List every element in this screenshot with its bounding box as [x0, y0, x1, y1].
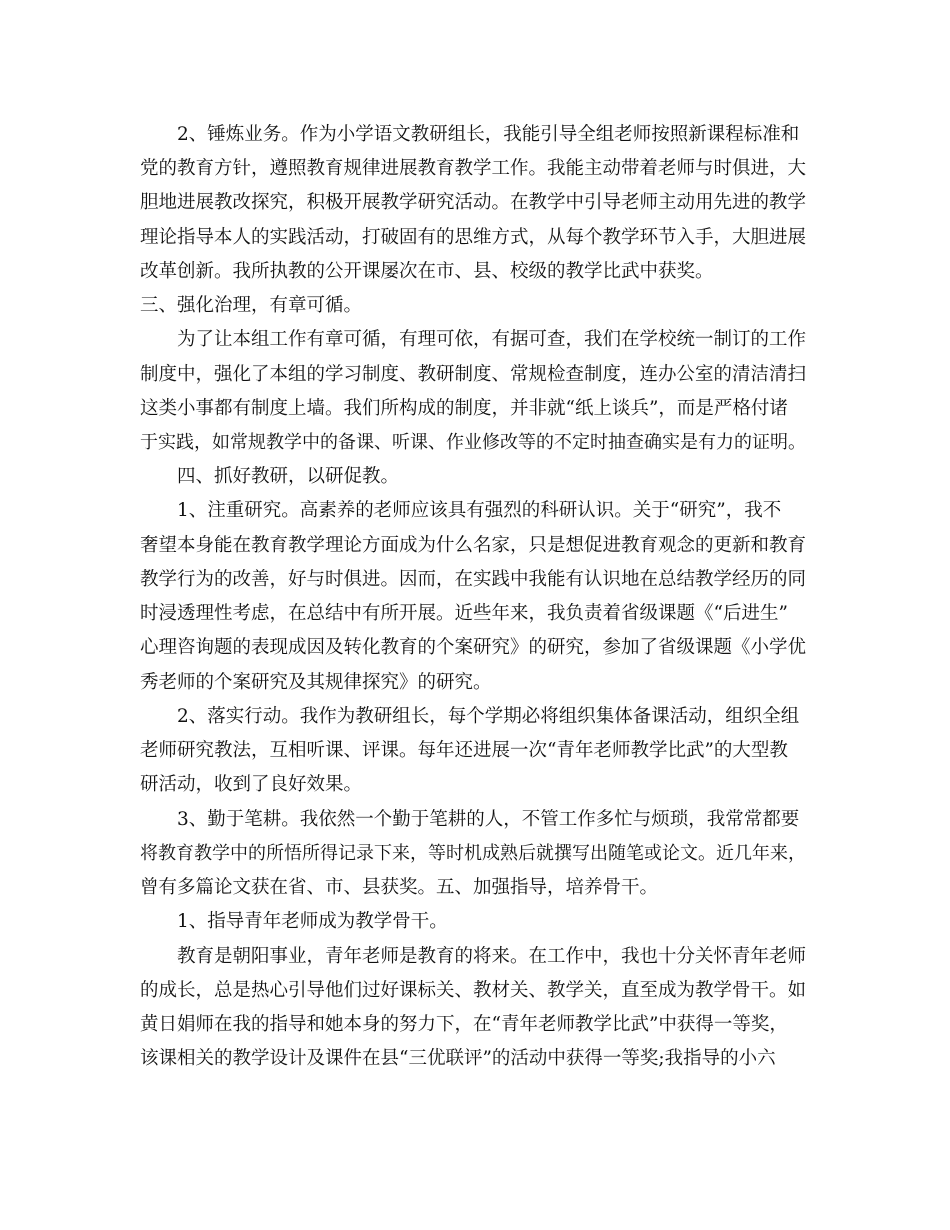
text-line: 黄日娟师在我的指导和她本身的努力下，在“青年老师教学比武”中获得一等奖，	[140, 1014, 788, 1035]
text-line: 老师研究教法，互相听课、评课。每年还进展一次“青年老师教学比武”的大型教	[140, 740, 788, 761]
text-line: 教学行为的改善，好与时俱进。因而，在实践中我能有认识地在总结教学经历的同	[140, 569, 807, 590]
text-line: 的成长，总是热心引导他们过好课标关、教材关、教学关，直至成为教学骨干。如	[140, 980, 807, 1001]
text-line: 2、落实行动。我作为教研组长，每个学期必将组织集体备课活动，组织全组	[140, 706, 800, 727]
text-line: 三、强化治理，有章可循。	[140, 295, 363, 316]
text-line: 奢望本身能在教育教学理论方面成为什么名家，只是想促进教育观念的更新和教育	[140, 535, 807, 556]
text-line: 1、指导青年老师成为教学骨干。	[140, 911, 448, 932]
text-line: 教育是朝阳事业，青年老师是教育的将来。在工作中，我也十分关怀青年老师	[140, 946, 807, 967]
text-line: 胆地进展教改探究，积极开展教学研究活动。在教学中引导老师主动用先进的教学	[140, 192, 807, 213]
text-line: 时浸透理性考虑，在总结中有所开展。近些年来，我负责着省级课题《“后进生”	[140, 603, 788, 624]
text-line: 研活动，收到了良好效果。	[140, 774, 363, 795]
text-line: 2、锤炼业务。作为小学语文教研组长，我能引导全组老师按照新课程标准和	[140, 124, 800, 145]
text-line: 四、抓好教研，以研促教。	[140, 466, 400, 487]
text-line: 1、注重研究。高素养的老师应该具有强烈的科研认识。关于“研究”，我不	[140, 500, 782, 521]
text-line: 曾有多篇论文获在省、市、县获奖。五、加强指导，培养骨干。	[140, 877, 659, 898]
text-line: 秀老师的个案研究及其规律探究》的研究。	[140, 672, 492, 693]
text-line: 理论指导本人的实践活动，打破固有的思维方式，从每个教学环节入手，大胆进展	[140, 227, 807, 248]
text-line: 将教育教学中的所悟所得记录下来，等时机成熟后就撰写出随笔或论文。近几年来，	[140, 843, 806, 864]
text-line: 于实践，如常规教学中的备课、听课、作业修改等的不定时抽查确实是有力的证明。	[140, 432, 806, 453]
text-line: 制度中，强化了本组的学习制度、教研制度、常规检查制度，连办公室的清洁清扫	[140, 364, 807, 385]
text-line: 为了让本组工作有章可循，有理可依，有据可查，我们在学校统一制订的工作	[140, 329, 807, 350]
text-line: 心理咨询题的表现成因及转化教育的个案研究》的研究，参加了省级课题《小学优	[140, 637, 807, 658]
text-line: 改革创新。我所执教的公开课屡次在市、县、校级的教学比武中获奖。	[140, 261, 714, 282]
text-line: 3、勤于笔耕。我依然一个勤于笔耕的人，不管工作多忙与烦琐，我常常都要	[140, 809, 800, 830]
text-line: 该课相关的教学设计及课件在县“三优联评”的活动中获得一等奖;我指导的小六	[140, 1048, 776, 1069]
text-line: 党的教育方针，遵照教育规律进展教育教学工作。我能主动带着老师与时俱进，大	[140, 158, 807, 179]
text-line: 这类小事都有制度上墙。我们所构成的制度，并非就“纸上谈兵”，而是严格付诸	[140, 398, 788, 419]
